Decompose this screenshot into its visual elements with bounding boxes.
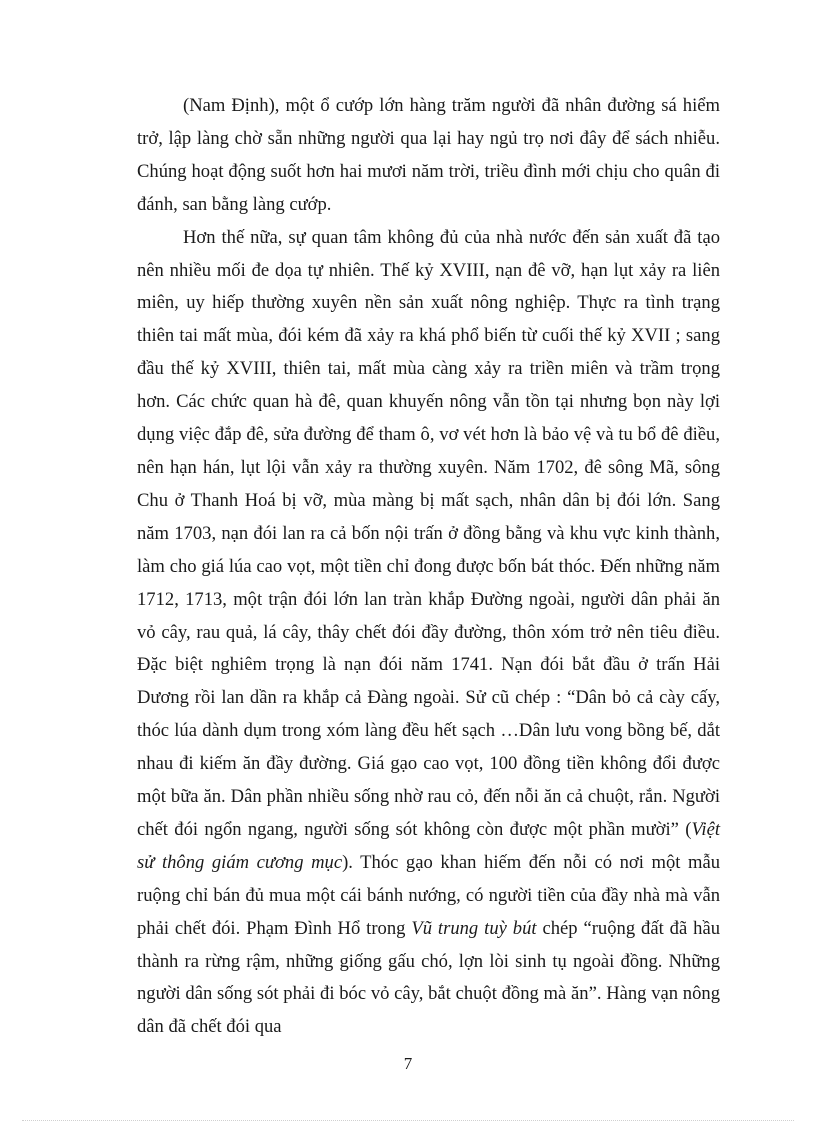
paragraph-2-text: Hơn thế nữa, sự quan tâm không đủ của nhà nước đến sản xuất đã tạo nên nhiều mối đe dọa tự nhiên. Thế kỷ XVIII, nạn đê vỡ, hạn lụt xảy ra liên miên, uy hiếp thường xuyên nền sản xuất nông nghiệp. Thực ra tình trạng thiên tai mất mùa, đói kém đã xảy ra khá phổ biến từ cuối thế kỷ XVII ; sang đầu thế kỷ XVIII, thiên tai, mất mùa càng xảy ra triền miên và trầm trọng hơn. Các chức quan hà đê, quan khuyến nông vẫn tồn tại nhưng bọn này lợi dụng việc đắp đê, sửa đường để tham ô, vơ vét hơn là bảo vệ và tu bổ đê điều, nên hạn hán, lụt lội vẫn xảy ra thường xuyên. Năm 1702, đê sông Mã, sông Chu ở Thanh Hoá bị vỡ, mùa màng bị mất sạch, nhân dân bị đói lớn. Sang năm 1703, nạn đói lan ra cả bốn nội trấn ở đồng bằng và khu vực kinh thành, làm cho giá lúa cao vọt, một tiền chỉ đong được bốn bát thóc. Đến những năm 1712, 1713, một trận đói lớn lan tràn khắp Đường ngoài, người dân phải ăn vỏ cây, rau quả, lá cây, thây chết đói đầy đường, thôn xóm trở nên tiêu điều. Đặc biệt nghiêm trọng là nạn đói năm 1741. Nạn đói bắt đầu ở trấn Hải Dương rồi lan dần ra khắp cả Đàng ngoài. Sử cũ chép : “Dân bỏ cả cày cấy, thóc lúa dành dụm trong xóm làng đều hết sạch …Dân lưu vong bồng bế, dắt nhau đi kiếm ăn đầy đường. Giá gạo cao vọt, 100 đồng tiền không đổi được một bữa ăn. Dân phần nhiều sống nhờ rau cỏ, đến nỗi ăn cả chuột, rắn. Người chết đói ngổn ngang, người sống sót không còn được một phần mười” ( [137, 226, 720, 840]
paragraph-1 [137, 90, 720, 222]
book-title-vu-trung: Vũ trung tuỳ bút [411, 917, 537, 939]
paragraph-1-text: (Nam Định), một ổ cướp lớn hàng trăm người đã nhân đường sá hiểm trở, lập làng chờ sẵn những người qua lại hay ngủ trọ nơi đây để sách nhiễu. Chúng hoạt động suốt hơn hai mươi năm trời, triều đình mới chịu cho quân đi đánh, san bằng làng cướp. [137, 95, 720, 215]
page-bottom-divider [22, 1120, 794, 1121]
paragraph-2-text-cont: ). Thóc gạo khan hiếm đến nỗi có nơi một mẫu ruộng chỉ bán đủ mua một cái bánh nướng, có người tiền của đầy nhà mà vẫn phải chết đói. Phạm Đình Hổ trong [137, 851, 720, 939]
document-body [137, 90, 720, 1044]
paragraph-2-text-end: chép “ruộng đất đã hầu thành ra rừng rậm, những giống gấu chó, lợn lòi sinh tụ ngoài đồng. Những người dân sống sót phải đi bóc vỏ cây, bắt chuột đồng mà ăn”. Hàng vạn nông dân đã chết đói qua [137, 917, 720, 1038]
page-number: 7 [403, 1054, 413, 1073]
book-title-viet-su: Việt sử thông giám cương mục [137, 818, 720, 873]
paragraph-2 [137, 222, 720, 1045]
